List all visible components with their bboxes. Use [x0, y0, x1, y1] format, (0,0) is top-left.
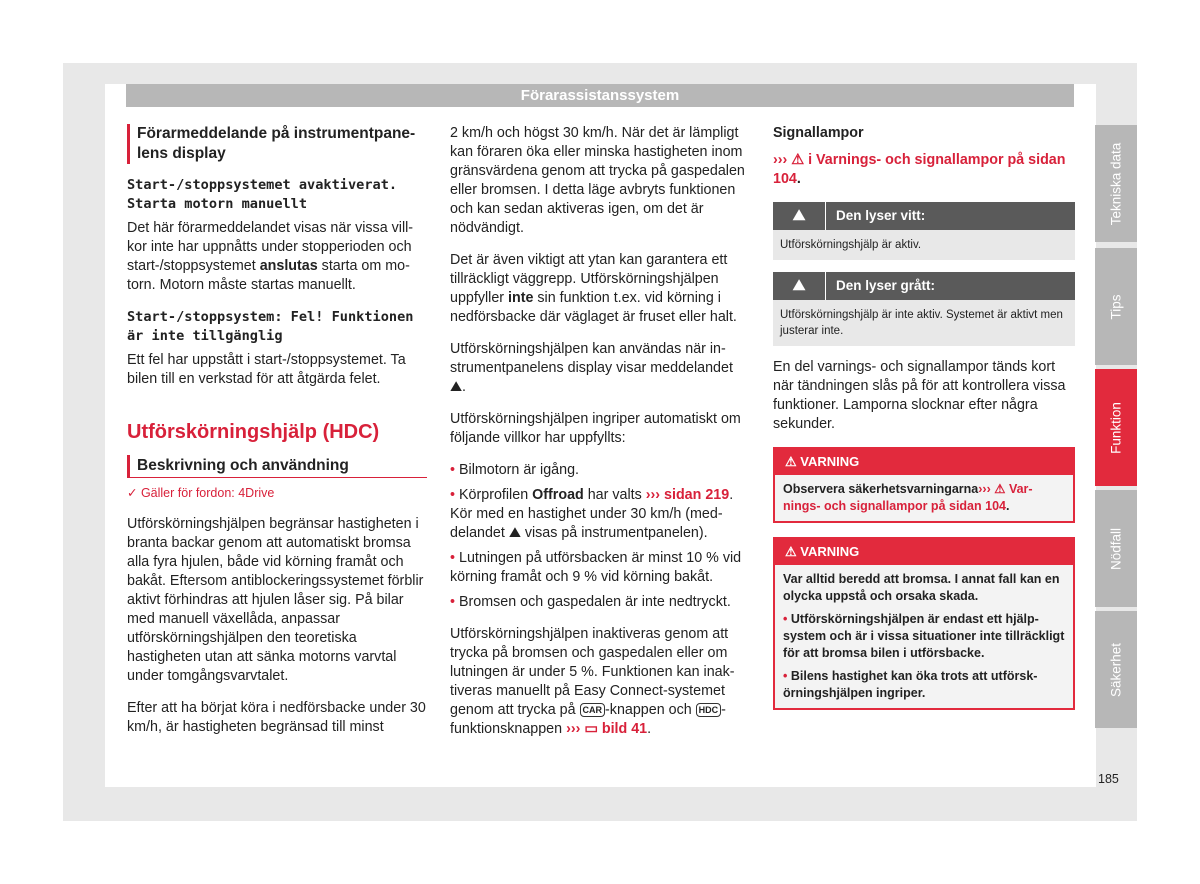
message-title-1: Start-/stoppsystemet avaktiverat. Starta motorn manuellt: [127, 177, 398, 212]
lamp-box-white: ⛰ Den lyser vitt: Utförskörningshjälp är aktiv.: [773, 202, 1075, 260]
warning-box-2: ⚠ VARNING Var alltid beredd att bromsa. I annat fall kan en olycka uppstå och orsaka skada. • Utförskörningshjälpen är endast ett hjälpsystem och är i vissa situationer inte tillräckligt för att bromsa bilen i utförsbacke. • Bilens hastighet kan öka trots att utförskörningshjälpen ingriper.: [773, 537, 1075, 710]
bullet-icon: •: [450, 594, 456, 610]
bullet-icon: •: [450, 462, 456, 478]
tab-funktion[interactable]: Funktion: [1095, 369, 1137, 486]
list-item: • Bromsen och gaspedalen är inte nedtryckt.: [450, 594, 731, 610]
bullet-icon: •: [783, 669, 788, 683]
tab-sakerhet[interactable]: Säkerhet: [1095, 611, 1137, 728]
hdc-button-icon: HDC: [696, 703, 722, 717]
sub-heading-description: Beskrivning och användning: [127, 455, 427, 478]
paragraph-c2-2: Det är även viktigt att ytan kan garantera ett tillräckligt väggrepp. Utförskörningshjälpen uppfyller inte sin funktion t.ex. vid körning i nedförsbacke där väglaget är fruset eller halt.: [450, 252, 737, 325]
link-page-104[interactable]: i Varnings- och signallampor på sidan 104: [773, 152, 1066, 187]
list-item: • Utförskörningshjälpen är endast ett hjälpsystem och är i vissa situationer inte tillräckligt för att bromsa bilen i utförsbacke.: [783, 612, 1065, 660]
link-page-104[interactable]: Varnings- och signallampor på sidan 104: [783, 482, 1033, 513]
hdc-lamp-icon: ⛰: [773, 272, 826, 300]
reference-arrows-icon: ›››: [978, 482, 991, 496]
list-item: • Bilens hastighet kan öka trots att utförskörningshjälpen ingriper.: [783, 669, 1038, 700]
paragraph-c2-4: Utförskörningshjälpen ingriper automatiskt om följande villkor har uppfyllts:: [450, 411, 741, 446]
column-2: [450, 124, 750, 752]
section-title-hdc: Utförskörningshjälp (HDC): [127, 421, 380, 443]
bullet-icon: •: [450, 550, 456, 566]
paragraph-hdc-2: Efter att ha börjat köra i nedförsbacke under 30 km/h, är hastigheten begränsad till minst: [127, 700, 426, 735]
reference-arrows-icon: ›››: [566, 721, 581, 737]
list-item: • Bilmotorn är igång.: [450, 462, 579, 478]
message-body-1: Det här förarmeddelandet visas när vissa villkor inte har uppnåtts under stopperioden och start-/stoppsystemet anslutas starta om motorn. Motorn måste startas manuellt.: [127, 220, 414, 293]
signal-lamps-reference: ››› ⚠ i Varnings- och signallampor på sidan 104.: [773, 152, 1066, 187]
paragraph-hdc-1: Utförskörningshjälpen begränsar hastigheten i branta backar genom att automatiskt bromsa alla fyra hjulen, både vid körning framåt och bakåt. Eftersom antiblockeringssystemet förblir aktivt förhindras att hjulen låser sig. På bilar med manuell växellåda, anpassar utförskörningshjälpen den teoretiska hastigheten utan att sänka motorns varvtal under tomgångsvarvtalet.: [127, 516, 424, 684]
warning-triangle-icon: ⚠: [785, 454, 797, 469]
link-page-219[interactable]: sidan 219: [664, 487, 730, 503]
reference-arrows-icon: ›››: [645, 487, 661, 503]
warning-triangle-icon: ⚠: [994, 482, 1006, 496]
hdc-symbol-icon: ⛰: [508, 525, 521, 541]
paragraph-c3-1: En del varnings- och signallampor tänds kort när tändningen slås på för att kontrollera vissa funktioner. Lamporna slocknar efter några sekunder.: [773, 359, 1066, 432]
column-1: [127, 124, 427, 750]
warning-triangle-icon: ⚠: [791, 152, 805, 168]
car-button-icon: CAR: [580, 703, 606, 717]
page-header: Förarassistanssystem: [126, 84, 1074, 107]
hdc-lamp-icon: ⛰: [773, 202, 826, 230]
paragraph-c2-3: Utförskörningshjälpen kan användas när instrumentpanelens display visar meddelandet ⛰.: [450, 341, 733, 395]
signal-lamps-title: Signallampor: [773, 125, 864, 141]
bullet-icon: •: [450, 487, 456, 503]
warning-triangle-icon: ⚠: [785, 544, 797, 559]
tab-tekniska-data[interactable]: Tekniska data: [1095, 125, 1137, 242]
message-title-2: Start-/stoppsystem: Fel! Funktionen är inte tillgänglig: [127, 309, 414, 344]
warning-box-1: ⚠ VARNING Observera säkerhetsvarningarna››› ⚠ Varnings- och signallampor på sidan 104.: [773, 447, 1075, 523]
hdc-symbol-icon: ⛰: [450, 379, 463, 395]
tab-nodfall[interactable]: Nödfall: [1095, 490, 1137, 607]
link-figure-41[interactable]: bild 41: [601, 721, 648, 737]
lamp-box-grey: ⛰ Den lyser grått: Utförskörningshjälp är inte aktiv. Systemet är aktivt men justerar inte.: [773, 272, 1075, 346]
list-item: • Körprofilen Offroad har valts ››› sidan 219. Kör med en hastighet under 30 km/h (meddelandet ⛰ visas på instrumentpanelen).: [450, 487, 734, 541]
list-item: • Lutningen på utförsbacken är minst 10 % vid körning framåt och 9 % vid körning bakåt.: [450, 550, 742, 585]
heading-driver-message: Förarmeddelande på instrumentpanelens display: [127, 124, 427, 164]
paragraph-c2-1: 2 km/h och högst 30 km/h. När det är lämpligt kan föraren öka eller minska hastigheten inom gränsvärdena genom att trycka på gaspedalen eller bromsen. I detta läge avbryts funktionen och kan sedan aktiveras igen, om det är nödvändigt.: [450, 125, 745, 236]
paragraph-c2-5: Utförskörningshjälpen inaktiveras genom att trycka på bromsen och gaspedalen eller om lutningen är under 5 %. Funktionen kan inaktiveras manuellt på Easy Connect-systemet genom att trycka på CAR -knappen och HDC -funktionsknappen ››› ▭ bild 41.: [450, 626, 735, 737]
message-body-2: Ett fel har uppstått i start-/stoppsystemet. Ta bilen till en verkstad för att åtgärda felet.: [127, 352, 406, 387]
bullet-icon: •: [783, 612, 788, 626]
reference-arrows-icon: ›››: [773, 152, 788, 168]
tab-tips[interactable]: Tips: [1095, 248, 1137, 365]
page-number: 185: [1098, 772, 1119, 786]
applies-to-note: ✓ Gäller för fordon: 4Drive: [127, 486, 275, 500]
figure-icon: ▭: [584, 721, 598, 737]
column-3: [773, 124, 1075, 724]
